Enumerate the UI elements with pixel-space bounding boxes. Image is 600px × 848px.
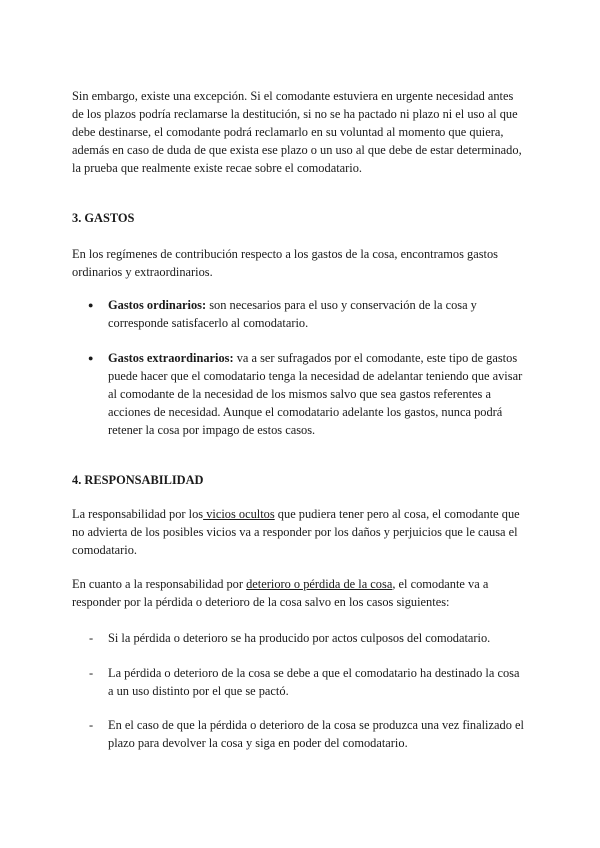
bullet-icon: ●: [88, 300, 94, 310]
list-item-label: Gastos extraordinarios:: [108, 351, 234, 365]
dash-icon: -: [89, 631, 94, 645]
list-item-label: Gastos ordinarios:: [108, 298, 207, 312]
deterioro-perdida-link[interactable]: deterioro o pérdida de la cosa: [246, 577, 393, 591]
paragraph-text: En cuanto a la responsabilidad por: [72, 577, 247, 591]
dash-icon: -: [89, 666, 94, 680]
dash-icon: -: [89, 718, 94, 732]
responsabilidad-paragraph-1: [72, 505, 522, 559]
section-heading-responsabilidad: 4. RESPONSABILIDAD: [72, 473, 204, 487]
paragraph-text: que pudiera tener pero al cosa, el comodante que no advierta de los posibles vicios va a responder por los daños y perjuicios que le causa el comodatario.: [72, 507, 520, 557]
list-item-exception-3: En el caso de que la pérdida o deterioro de la cosa se produzca una vez finalizado el plazo para devolver la cosa y siga en poder del comodatario.: [108, 718, 524, 750]
paragraph-text: La responsabilidad por los: [72, 507, 204, 521]
bullet-icon: ●: [88, 353, 94, 363]
responsabilidad-paragraph-2: [72, 575, 522, 611]
gastos-intro-paragraph: En los regímenes de contribución respecto a los gastos de la cosa, encontramos gastos ordinarios y extraordinarios.: [72, 247, 498, 279]
paragraph-text: , el comodante va a responder por la pérdida o deterioro de la cosa salvo en los casos siguientes:: [72, 577, 489, 609]
list-item-text: son necesarios para el uso y conservación de la cosa y corresponde satisfacerlo al comodatario.: [108, 298, 477, 330]
intro-paragraph: Sin embargo, existe una excepción. Si el comodante estuviera en urgente necesidad antes de los plazos podría reclamarse la destitución, si no se ha pactado ni plazo ni el uso al que debe destinarse, el comodante podrá reclamarlo en su voluntad al momento que quiera, además en caso de duda de que exista ese plazo o un uso al que debe de estar determinado, la prueba que realmente existe recae sobre el comodatario.: [72, 89, 522, 175]
section-heading-gastos: 3. GASTOS: [72, 211, 135, 225]
list-item-exception-1: Si la pérdida o deterioro se ha producido por actos culposos del comodatario.: [108, 631, 491, 645]
vicios-ocultos-link[interactable]: vicios ocultos: [203, 507, 275, 521]
list-item-text: va a ser sufragados por el comodante, este tipo de gastos puede hacer que el comodatario tenga la necesidad de adelantar teniendo que avisar al comodante de la necesidad de los mismos salvo que sea gastos referentes a acciones de necesidad. Aunque el comodatario adelante los gastos, nunca podrá retener la cosa por impago de estos casos.: [108, 351, 523, 437]
list-item-gastos-extraordinarios: [108, 349, 528, 439]
list-item-gastos-ordinarios: [108, 296, 528, 332]
list-item-exception-2: La pérdida o deterioro de la cosa se debe a que el comodatario ha destinado la cosa a un uso distinto por el que se pactó.: [108, 666, 520, 698]
